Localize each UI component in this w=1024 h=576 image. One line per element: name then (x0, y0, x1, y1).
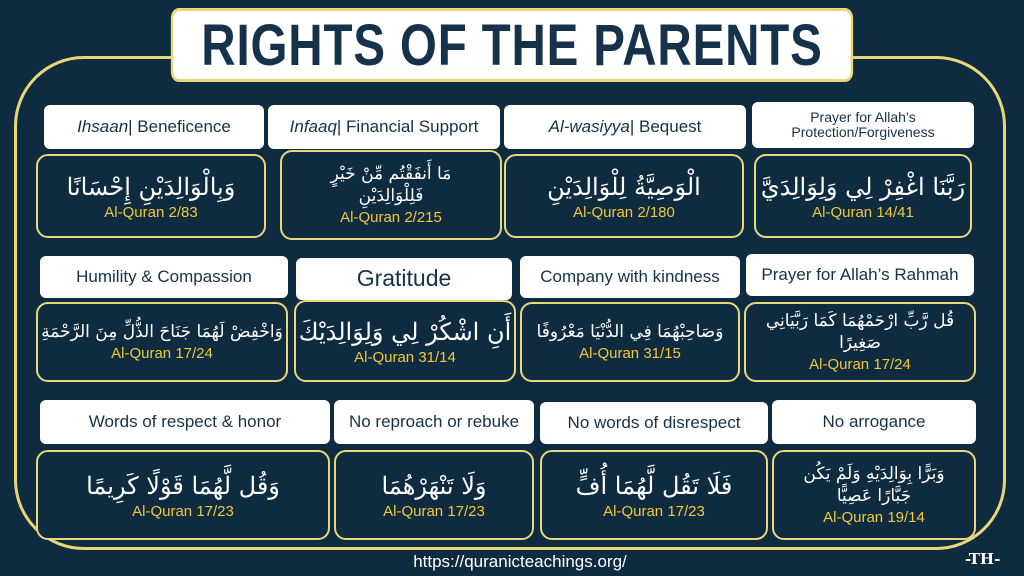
label-term: Al-wasiyya (548, 116, 630, 136)
arabic-verse: وَبِالْوَالِدَيْنِ إِحْسَانًا (66, 172, 236, 201)
arabic-verse: وَصَاحِبْهُمَا فِي الدُّنْيَا مَعْرُوفًا (536, 321, 724, 342)
label-term: Infaaq (289, 116, 337, 136)
label-gratitude: Gratitude (296, 258, 512, 300)
arabic-verse: قُل رَّبِّ ارْحَمْهُمَا كَمَا رَبَّيَانِي صَغِيرًا (765, 311, 955, 353)
arabic-verse: الْوَصِيَّةُ لِلْوَالِدَيْنِ (547, 172, 701, 201)
verse-card-ihsaan (36, 154, 266, 238)
quran-reference: Al-Quran 14/41 (812, 203, 914, 221)
quran-reference: Al-Quran 17/23 (603, 502, 705, 520)
label-humility: Humility & Compassion (40, 256, 288, 298)
verse-card-humility (36, 302, 288, 382)
label-no-reproach: No reproach or rebuke (334, 400, 534, 444)
quran-reference: Al-Quran 31/14 (354, 348, 456, 366)
quran-reference: Al-Quran 17/24 (809, 355, 911, 373)
verse-card-infaaq (280, 150, 502, 240)
verse-card-wasiyya (504, 154, 744, 238)
verse-card-no-reproach (334, 450, 534, 540)
verse-card-respect-honor (36, 450, 330, 540)
label-rest: | Financial Support (336, 116, 479, 136)
arabic-verse: وَبَرًّا بِوَالِدَيْهِ وَلَمْ يَكُن جَبَّارًا عَصِيًّا (803, 464, 945, 506)
label-rest: | Bequest (629, 116, 702, 136)
quran-reference: Al-Quran 2/215 (340, 208, 442, 226)
quran-reference: Al-Quran 17/23 (132, 502, 234, 520)
label-no-arrogance: No arrogance (772, 400, 976, 444)
label-rest: | Beneficence (128, 116, 231, 136)
website-link[interactable]: https://quranicteachings.org/ (413, 552, 627, 571)
verse-card-prayer-rahmah (744, 302, 976, 382)
arabic-verse: وَلَا تَنْهَرْهُمَا (381, 471, 487, 500)
verse-card-company-kindness (520, 302, 740, 382)
verse-card-gratitude (294, 300, 516, 382)
label-infaaq (268, 105, 500, 149)
quran-reference: Al-Quran 2/83 (104, 203, 198, 221)
page-title: RIGHTS OF THE PARENTS (171, 8, 853, 82)
verse-card-no-arrogance (772, 450, 976, 540)
arabic-verse: وَقُل لَّهُمَا قَوْلًا كَرِيمًا (86, 471, 280, 500)
label-wasiyya (504, 105, 746, 149)
label-ihsaan (44, 105, 264, 149)
quran-reference: Al-Quran 31/15 (579, 345, 681, 363)
verse-card-no-disrespect (540, 450, 768, 540)
quran-reference: Al-Quran 19/14 (823, 508, 925, 526)
arabic-verse: رَبَّنَا اغْفِرْ لِي وَلِوَالِدَيَّ (760, 172, 966, 201)
arabic-verse: فَلَا تَقُل لَّهُمَا أُفٍّ (575, 471, 733, 500)
quran-reference: Al-Quran 17/24 (111, 345, 213, 363)
label-prayer-forgiveness: Prayer for Allah’s Protection/Forgiveness (752, 102, 974, 148)
label-term: Ihsaan (77, 116, 129, 136)
label-respect-honor: Words of respect & honor (40, 400, 330, 444)
label-company-kindness: Company with kindness (520, 256, 740, 298)
arabic-verse: مَا أَنفَقْتُم مِّنْ خَيْرٍ فَلِلْوَالِدَيْنِ (330, 164, 452, 206)
label-prayer-rahmah: Prayer for Allah’s Rahmah (746, 254, 974, 296)
quran-reference: Al-Quran 2/180 (573, 203, 675, 221)
label-no-disrespect: No words of disrespect (540, 402, 768, 444)
author-mark: -TH- (965, 550, 1001, 568)
verse-card-prayer-forgiveness (754, 154, 972, 238)
quran-reference: Al-Quran 17/23 (383, 502, 485, 520)
arabic-verse: وَاخْفِضْ لَهُمَا جَنَاحَ الذُّلِّ مِنَ الرَّحْمَةِ (41, 321, 283, 342)
arabic-verse: أَنِ اشْكُرْ لِي وَلِوَالِدَيْكَ (298, 317, 512, 346)
